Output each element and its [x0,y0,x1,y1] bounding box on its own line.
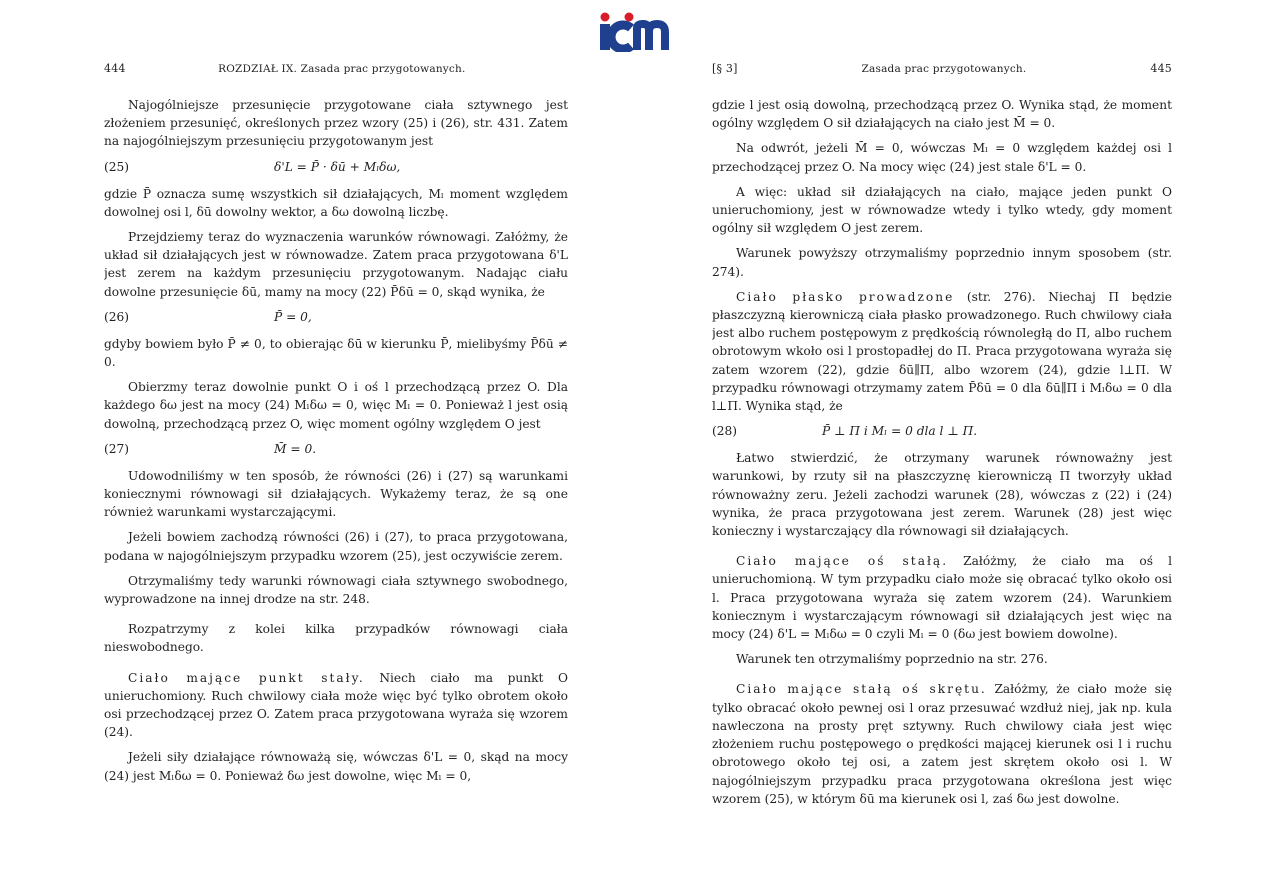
running-title: Zasada prac przygotowanych. [861,63,1027,75]
paragraph-text: Warunek ten otrzymaliśmy poprzednio na str. 276. [736,652,1048,667]
equation-formula: δ'L = P̄ · δū + Mₗδω, [274,159,401,174]
paragraph-text: gdzie l jest osią dowolną, przechodzącą przez O. Wynika stąd, że moment ogólny względem O sił działających na ciało jest M̄ = 0. [712,98,1172,131]
equation-formula: P̄ ⊥ Π i Mₗ = 0 dla l ⊥ Π. [822,424,978,439]
paragraph [104,96,568,151]
equation-number: (25) [104,159,130,174]
equation-formula: M̄ = 0. [274,441,317,456]
paragraph [104,748,568,784]
paragraph [712,183,1172,238]
paragraph-text: Niech ciało ma punkt O unieruchomiony. Ruch chwilowy ciała może więc być tylko obrotem około osi przechodzącej przez O. Zatem praca przygotowana wyraża się wzorem (24). [104,670,568,740]
paragraph-text: Na odwrót, jeżeli M̄ = 0, wówczas Mₗ = 0 względem każdej osi l przechodzącej przez O. Na mocy więc (24) jest stale δ'L = 0. [712,141,1172,174]
paragraph-text: Rozpatrzymy z kolei kilka przypadków równowagi ciała nieswobodnego. [104,622,568,655]
paragraph-text: Najogólniejsze przesunięcie przygotowane ciała sztywnego jest złożeniem przesunięć, określonych przez wzory (25) i (26), str. 431. Zatem na najogólniejszym przesunięciu przygotowanym jest [104,98,568,149]
paragraph [104,620,568,656]
right-page-header [712,62,1172,84]
chapter-title: Zasada prac przygotowanych. [300,63,466,75]
paragraph-text: Udowodniliśmy w ten sposób, że równości (26) i (27) są warunkami koniecznymi równowagi sił działających. Wykażemy teraz, że są one również warunkami wystarczającymi. [104,468,568,520]
left-page-body [104,96,568,785]
paragraph-text: gdyby bowiem było P̄ ≠ 0, to obierając δū w kierunku P̄, mielibyśmy P̄δū ≠ 0. [104,336,568,370]
section-heading-spaced: Ciało płasko prowadzone [736,289,955,304]
section-heading-spaced: Ciało mające stałą oś skrętu. [736,682,987,697]
equation-number: (28) [712,424,738,439]
paragraph-text: Warunek powyższy otrzymaliśmy poprzednio innym sposobem (str. 274). [712,246,1172,279]
page-number: 445 [1150,62,1172,75]
paragraph [104,572,568,608]
section-heading-spaced: Ciało mające oś stałą. [736,554,949,569]
paragraph [104,185,568,221]
page-number: 444 [104,62,126,75]
paragraph [712,650,1172,668]
paragraph-text: Obierzmy teraz dowolnie punkt O i oś l przechodzącą przez O. Dla każdego δω jest na mocy (24) Mₗδω = 0, więc Mₗ = 0. Ponieważ l jest osią dowolną, przechodzącą przez O, więc moment ogólny względem O jest [104,380,568,431]
paragraph [104,378,568,433]
paragraph [104,228,568,301]
equation-number: (26) [104,309,130,324]
equation [104,158,568,176]
equation [104,440,568,458]
paragraph [104,528,568,564]
paragraph-text: Przejdziemy teraz do wyznaczenia warunków równowagi. Załóżmy, że układ sił działających jest w równowadze. Zatem praca przygotowana δ'L jest zerem na każdym przesunięciu przygotowanym. Nadając ciału dowolne przesunięcie δū, mamy na mocy (22) P̄δū = 0, skąd wynika, że [104,230,568,299]
paragraph [104,335,568,371]
paragraph [104,669,568,742]
paragraph-text: (str. 276). Niechaj Π będzie płaszczyzną kierowniczą ciała płasko prowadzonego. Ruch chwilowy ciała jest albo ruchem postępowym z prędkością równoległą do Π, albo ruchem obrotowym wkoło osi l prostopadłej do Π. Praca przygotowana wyraża się zatem wzorem (22), gdzie δū∥Π, albo wzorem (24), gdzie l⊥Π. W przypadku równowagi otrzymamy zatem P̄δū = 0 dla δū∥Π i Mₗδω = 0 dla l⊥Π. Wynika stąd, że [712,289,1172,414]
right-page-body [712,96,1172,808]
left-page [104,62,568,882]
running-title [218,63,465,75]
paragraph-text: Otrzymaliśmy tedy warunki równowagi ciała sztywnego swobodnego, wyprowadzone na innej drodze na str. 248. [104,573,568,607]
paragraph [104,467,568,522]
paragraph [712,288,1172,415]
section-label: [§ 3] [712,62,738,75]
chapter-label: ROZDZIAŁ IX. [218,63,298,75]
equation [104,308,568,326]
icm-logo [599,12,675,52]
paragraph-text: gdzie P̄ oznacza sumę wszystkich sił działających, Mₗ moment względem dowolnej osi l, δū dowolny wektor, a δω dowolną liczbę. [104,186,568,219]
paragraph [712,96,1172,132]
paragraph-text: Załóżmy, że ciało ma oś l unieruchomioną. W tym przypadku ciało może się obracać tylko około osi l. Praca przygotowana wyraża się zatem wzorem (24). Warunkiem koniecznym i wystarczającym równowagi sił działających jest więc na mocy (24) δ'L = Mₗδω = 0 czyli Mₗ = 0 (δω jest bowiem dowolne). [712,554,1172,642]
paragraph [712,244,1172,280]
section-heading-spaced: Ciało mające punkt stały. [128,670,365,685]
equation-number: (27) [104,441,130,456]
paragraph-text: Łatwo stwierdzić, że otrzymany warunek równoważny jest warunkowi, by rzuty sił na płaszczyznę kierowniczą Π tworzyły układ równoważny zeru. Jeżeli zachodzi warunek (28), wówczas z (22) i (24) wynika, że praca przygotowana jest zerem. Warunek (28) jest więc konieczny i wystarczający dla równowagi sił działających. [712,451,1172,539]
paragraph-text: Jeżeli bowiem zachodzą równości (26) i (27), to praca przygotowana, podana w najogólniejszym przypadku wzorem (25), jest oczywiście zerem. [104,530,568,563]
paragraph [712,552,1172,643]
left-page-header [104,62,568,84]
right-page [712,62,1172,882]
paragraph-text: A więc: układ sił działających na ciało, mające jeden punkt O unieruchomiony, jest w równowadze wtedy i tylko wtedy, gdy moment ogólny sił względem O jest zerem. [712,184,1172,236]
paragraph-text: Jeżeli siły działające równoważą się, wówczas δ'L = 0, skąd na mocy (24) jest Mₗδω = 0. Ponieważ δω jest dowolne, więc Mₗ = 0, [104,750,568,783]
paragraph-text: Załóżmy, że ciało może się tylko obracać około pewnej osi l oraz przesuwać wzdłuż niej, jak np. kula nawleczona na prosty pręt sztywny. Ruch chwilowy ciała jest więc złożeniem ruchu postępowego o prędkości mającej kierunek osi l i ruchu obrotowego około tej osi, a zatem jest skrętem około osi l. W najogólniejszym przypadku praca przygotowana określona jest więc wzorem (25), w którym δū ma kierunek osi l, zaś δω jest dowolne. [712,682,1172,806]
paragraph [712,139,1172,175]
equation-formula: P̄ = 0, [274,309,312,324]
paragraph [712,449,1172,540]
paragraph [712,680,1172,807]
equation [712,422,1172,440]
